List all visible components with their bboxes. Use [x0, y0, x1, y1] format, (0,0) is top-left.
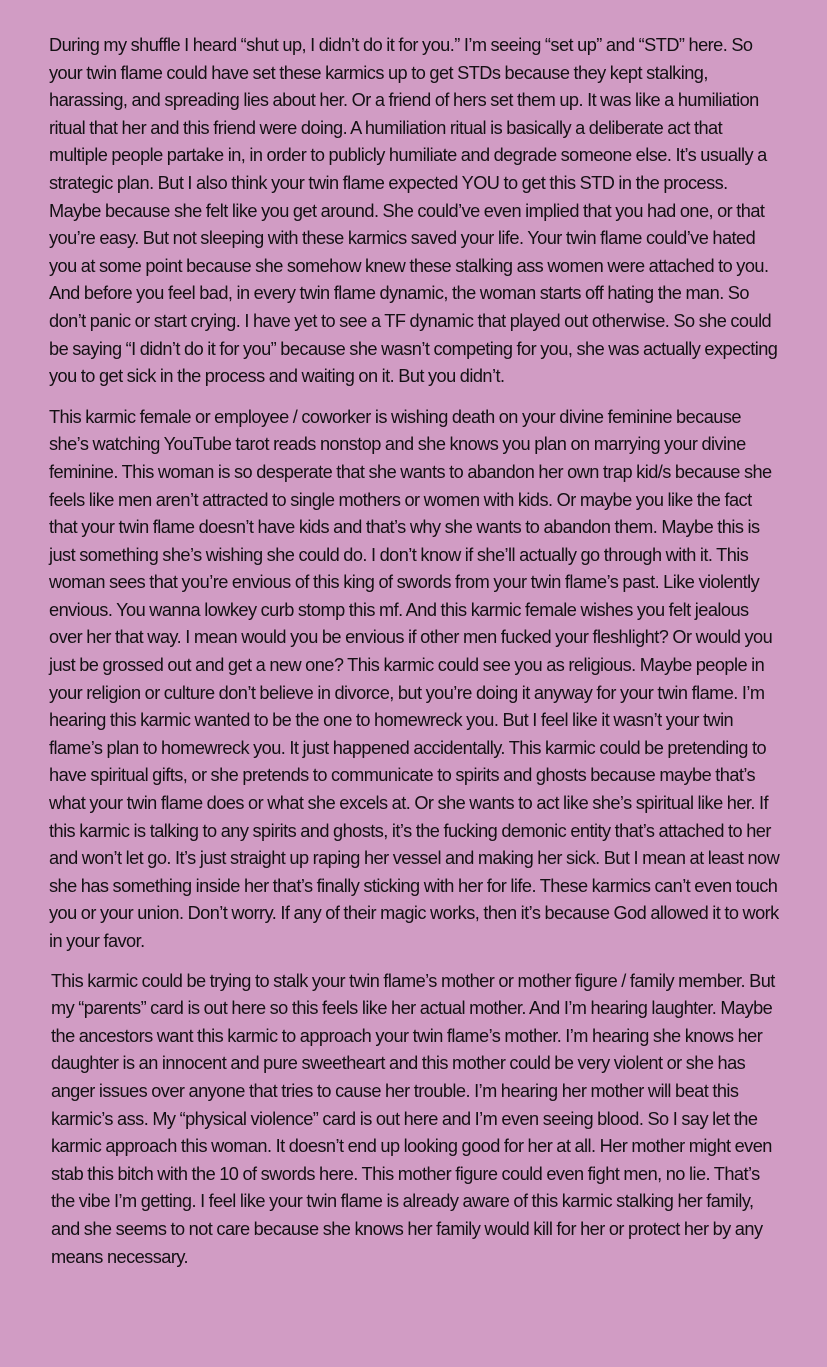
paragraph-shuffle-std: During my shuffle I heard “shut up, I didn’t do it for you.” I’m seeing “set up” and “STD” here. So your twin flame could have set these karmics up to get STDs because they kept stalking, harassing, and spreading lies about her. Or a friend of hers set them up. It was like a humiliation ritual that her and this friend were doing. A humiliation ritual is basically a deliberate act that multiple people partake in, in order to publicly humiliate and degrade someone else. It’s usually a strategic plan. But I also think your twin flame expected YOU to get this STD in the process. Maybe because she felt like you get around. She could’ve even implied that you had one, or that you’re easy. But not sleeping with these karmics saved your life. Your twin flame could’ve hated you at some point because she somehow knew these stalking ass women were attached to you. And before you feel bad, in every twin flame dynamic, the woman starts off hating the man. So don’t panic or start crying. I have yet to see a TF dynamic that played out otherwise. So she could be saying “I didn’t do it for you” because she wasn’t competing for you, she was actually expecting you to get sick in the process and waiting on it. But you didn’t. — [49, 35, 778, 387]
paragraph-karmic-female-coworker: This karmic female or employee / coworker is wishing death on your divine feminine because she’s watching YouTube tarot reads nonstop and she knows you plan on marrying your divine feminine. This woman is so desperate that she wants to abandon her own trap kid/s because she feels like men aren’t attracted to single mothers or women with kids. Or maybe you like the fact that your twin flame doesn’t have kids and that’s why she wants to abandon them. Maybe this is just something she’s wishing she could do. I don’t know if she’ll actually go through with it. This woman sees that you’re envious of this king of swords from your twin flame’s past. Like violently envious. You wanna lowkey curb stomp this mf. And this karmic female wishes you felt jealous over her that way. I mean would you be envious if other men fucked your fleshlight? Or would you just be grossed out and get a new one? This karmic could see you as religious. Maybe people in your religion or culture don’t believe in divorce, but you’re doing it anyway for your twin flame. I’m hearing this karmic wanted to be the one to homewreck you. But I feel like it wasn’t your twin flame’s plan to homewreck you. It just happened accidentally. This karmic could be pretending to have spiritual gifts, or she pretends to communicate to spirits and ghosts because maybe that’s what your twin flame does or what she excels at. Or she wants to act like she’s spiritual like her. If this karmic is talking to any spirits and ghosts, it’s the fucking demonic entity that’s attached to her and won’t let go. It’s just straight up raping her vessel and making her sick. But I mean at least now she has something inside her that’s finally sticking with her for life. These karmics can’t even touch you or your union. Don’t worry. If any of their magic works, then it’s because God allowed it to work in your favor. — [49, 406, 780, 951]
paragraph-karmic-stalking-mother: This karmic could be trying to stalk your twin flame’s mother or mother figure / family member. But my “parents” card is out here so this feels like her actual mother. And I’m hearing laughter. Maybe the ancestors want this karmic to approach your twin flame’s mother. I’m hearing she knows her daughter is an innocent and pure sweetheart and this mother could be very violent or she has anger issues over anyone that tries to cause her trouble. I’m hearing her mother will beat this karmic’s ass. My “physical violence” card is out here and I’m even seeing blood. So I say let the karmic approach this woman. It doesn’t end up looking good for her at all. Her mother might even stab this bitch with the 10 of swords here. This mother figure could even fight men, no lie. That’s the vibe I’m getting. I feel like your twin flame is already aware of this karmic stalking her family, and she seems to not care because she knows her family would kill for her or protect her by any means necessary. — [51, 970, 775, 1267]
